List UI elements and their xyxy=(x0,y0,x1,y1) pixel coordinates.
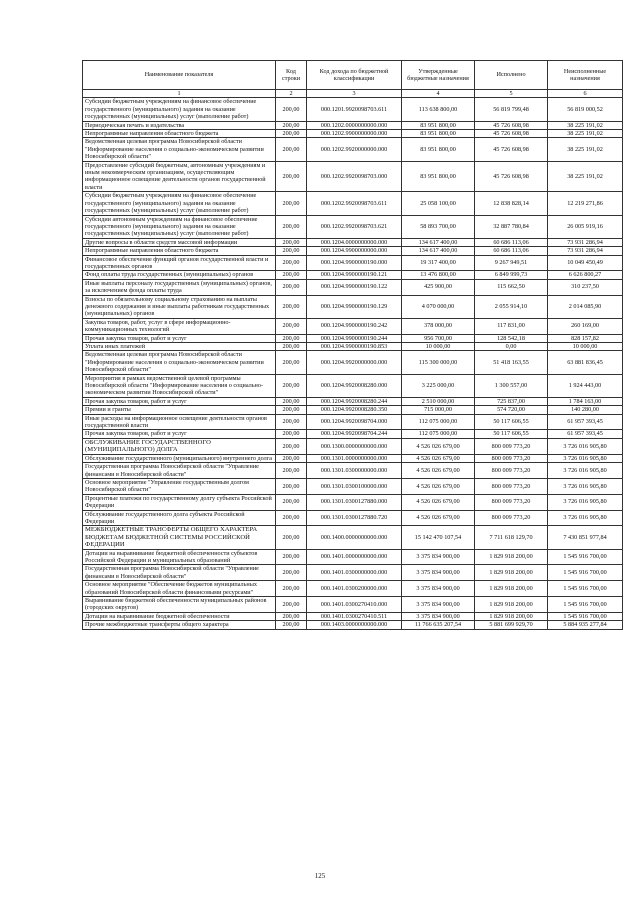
row-line-cell: 200,00 xyxy=(276,549,307,565)
row-approved-cell: 4 526 026 679,00 xyxy=(402,478,475,494)
row-executed-cell: 45 726 608,98 xyxy=(475,161,548,192)
row-remaining-cell: 3 726 016 905,80 xyxy=(548,494,623,510)
row-name-cell: ОБСЛУЖИВАНИЕ ГОСУДАРСТВЕННОГО (МУНИЦИПАЛЬНОГО) ДОЛГА xyxy=(83,438,276,454)
row-code-cell: 000.1204.9900000190.000 xyxy=(307,255,402,271)
row-name-cell: Прочая закупка товаров, работ и услуг xyxy=(83,430,276,438)
table-row xyxy=(83,612,623,620)
row-remaining-cell: 61 957 393,45 xyxy=(548,430,623,438)
row-line-cell: 200,00 xyxy=(276,414,307,430)
row-code-cell: 000.1301.0000000000.000 xyxy=(307,454,402,462)
row-line-cell: 200,00 xyxy=(276,565,307,581)
table-row xyxy=(83,406,623,414)
row-approved-cell: 25 058 100,00 xyxy=(402,192,475,215)
row-remaining-cell: 6 626 800,27 xyxy=(548,271,623,279)
table-row xyxy=(83,255,623,271)
row-line-cell: 200,00 xyxy=(276,351,307,374)
row-code-cell: 000.1300.0000000000.000 xyxy=(307,438,402,454)
table-row xyxy=(83,343,623,351)
row-executed-cell: 117 831,00 xyxy=(475,318,548,334)
row-remaining-cell: 1 545 916 700,00 xyxy=(548,549,623,565)
row-line-cell: 200,00 xyxy=(276,138,307,161)
row-code-cell: 000.1202.9920098703.621 xyxy=(307,215,402,238)
table-row xyxy=(83,430,623,438)
row-line-cell: 200,00 xyxy=(276,597,307,613)
table-row xyxy=(83,271,623,279)
row-line-cell: 200,00 xyxy=(276,98,307,121)
row-approved-cell: 715 000,00 xyxy=(402,406,475,414)
row-approved-cell: 4 526 026 679,00 xyxy=(402,438,475,454)
row-remaining-cell: 3 726 016 905,80 xyxy=(548,510,623,526)
row-approved-cell: 10 000,00 xyxy=(402,343,475,351)
row-approved-cell: 4 070 000,00 xyxy=(402,295,475,318)
row-line-cell: 200,00 xyxy=(276,334,307,342)
row-code-cell: 000.1204.0000000000.000 xyxy=(307,238,402,246)
row-approved-cell: 3 375 834 900,00 xyxy=(402,549,475,565)
row-line-cell: 200,00 xyxy=(276,430,307,438)
row-line-cell: 200,00 xyxy=(276,612,307,620)
table-row xyxy=(83,397,623,405)
row-line-cell: 200,00 xyxy=(276,397,307,405)
row-remaining-cell: 310 237,50 xyxy=(548,279,623,295)
row-name-cell: Субсидии бюджетным учреждениям на финансовое обеспечение государственного (муниципального) задания на оказание государственных (муниципальных) услуг (выполнение работ) xyxy=(83,192,276,215)
table-row xyxy=(83,438,623,454)
row-name-cell: Фонд оплаты труда государственных (муниципальных) органов xyxy=(83,271,276,279)
table-row xyxy=(83,98,623,121)
row-executed-cell: 725 837,00 xyxy=(475,397,548,405)
row-line-cell: 200,00 xyxy=(276,438,307,454)
header-approved: Утвержденные бюджетные назначения xyxy=(402,61,475,90)
row-code-cell: 000.1201.9920098703.611 xyxy=(307,98,402,121)
table-row xyxy=(83,510,623,526)
row-name-cell: Государственная программа Новосибирской области "Управление финансами в Новосибирской области" xyxy=(83,463,276,479)
table-row xyxy=(83,478,623,494)
row-executed-cell: 800 009 773,20 xyxy=(475,478,548,494)
row-remaining-cell: 7 430 851 977,84 xyxy=(548,526,623,549)
table-row xyxy=(83,374,623,397)
row-code-cell: 000.1204.9900000190.129 xyxy=(307,295,402,318)
page-number: 125 xyxy=(314,872,326,880)
row-name-cell: Основное мероприятие "Управление государственным долгом Новосибирской области" xyxy=(83,478,276,494)
table-row xyxy=(83,130,623,138)
row-remaining-cell: 56 819 000,52 xyxy=(548,98,623,121)
row-name-cell: Основное мероприятие "Обеспечение бюджетов муниципальных образований Новосибирской области финансовыми ресурсами" xyxy=(83,581,276,597)
row-executed-cell: 800 009 773,20 xyxy=(475,494,548,510)
table-row xyxy=(83,215,623,238)
table-row xyxy=(83,414,623,430)
row-approved-cell: 3 375 834 900,00 xyxy=(402,581,475,597)
table-row xyxy=(83,238,623,246)
row-approved-cell: 956 700,00 xyxy=(402,334,475,342)
row-remaining-cell: 1 545 916 700,00 xyxy=(548,581,623,597)
row-line-cell: 200,00 xyxy=(276,279,307,295)
row-name-cell: Периодическая печать и издательства xyxy=(83,121,276,129)
table-row xyxy=(83,581,623,597)
row-code-cell: 000.1202.9920098703.611 xyxy=(307,192,402,215)
table-row xyxy=(83,351,623,374)
row-name-cell: Обслуживание государственного долга субъекта Российской Федерации xyxy=(83,510,276,526)
row-remaining-cell: 38 225 191,02 xyxy=(548,138,623,161)
row-remaining-cell: 61 957 393,45 xyxy=(548,414,623,430)
table-row xyxy=(83,494,623,510)
column-number: 6 xyxy=(548,90,623,98)
row-code-cell: 000.1204.9900000190.853 xyxy=(307,343,402,351)
row-code-cell: 000.1204.9900000190.244 xyxy=(307,334,402,342)
row-line-cell: 200,00 xyxy=(276,247,307,255)
row-code-cell: 000.1202.9900000000.000 xyxy=(307,130,402,138)
row-executed-cell: 1 829 918 200,00 xyxy=(475,549,548,565)
row-remaining-cell: 828 157,82 xyxy=(548,334,623,342)
row-line-cell: 200,00 xyxy=(276,215,307,238)
report-sheet xyxy=(82,60,607,630)
row-executed-cell: 1 300 557,00 xyxy=(475,374,548,397)
row-code-cell: 000.1202.0000000000.000 xyxy=(307,121,402,129)
row-executed-cell: 7 711 618 129,70 xyxy=(475,526,548,549)
table-row xyxy=(83,247,623,255)
row-line-cell: 200,00 xyxy=(276,526,307,549)
row-remaining-cell: 140 280,00 xyxy=(548,406,623,414)
column-number: 4 xyxy=(402,90,475,98)
row-code-cell: 000.1204.9920098704.244 xyxy=(307,430,402,438)
row-name-cell: Финансовое обеспечение функций органов государственной власти и государственных органов xyxy=(83,255,276,271)
row-name-cell: Дотации на выравнивание бюджетной обеспеченности xyxy=(83,612,276,620)
row-code-cell: 000.1301.0300000000.000 xyxy=(307,463,402,479)
column-number: 2 xyxy=(276,90,307,98)
row-line-cell: 200,00 xyxy=(276,271,307,279)
row-remaining-cell: 5 884 935 277,84 xyxy=(548,621,623,629)
row-line-cell: 200,00 xyxy=(276,463,307,479)
row-executed-cell: 6 849 999,73 xyxy=(475,271,548,279)
row-line-cell: 200,00 xyxy=(276,454,307,462)
row-name-cell: Взносы по обязательному социальному страхованию на выплаты денежного содержания и иные выплаты работникам государственных (муниципальных) органов xyxy=(83,295,276,318)
row-approved-cell: 11 766 635 207,54 xyxy=(402,621,475,629)
row-executed-cell: 5 881 699 929,70 xyxy=(475,621,548,629)
row-executed-cell: 1 829 918 200,00 xyxy=(475,581,548,597)
row-name-cell: Премии и гранты xyxy=(83,406,276,414)
row-remaining-cell: 26 005 919,16 xyxy=(548,215,623,238)
row-name-cell: Иные выплаты персоналу государственных (муниципальных) органов, за исключением фонда оплаты труда xyxy=(83,279,276,295)
row-remaining-cell: 1 924 443,00 xyxy=(548,374,623,397)
table-row xyxy=(83,192,623,215)
row-name-cell: Мероприятия в рамках ведомственной целевой программы Новосибирской области "Информирование населения о социально-экономическом развитии Новосибирской области" xyxy=(83,374,276,397)
row-remaining-cell: 12 219 271,86 xyxy=(548,192,623,215)
row-approved-cell: 3 375 834 900,00 xyxy=(402,612,475,620)
row-remaining-cell: 1 545 916 700,00 xyxy=(548,612,623,620)
row-executed-cell: 128 542,18 xyxy=(475,334,548,342)
row-executed-cell: 32 887 780,84 xyxy=(475,215,548,238)
row-line-cell: 200,00 xyxy=(276,621,307,629)
table-row xyxy=(83,295,623,318)
row-approved-cell: 134 617 400,00 xyxy=(402,247,475,255)
row-approved-cell: 83 951 800,00 xyxy=(402,138,475,161)
header-indicator-name: Наименование показателя xyxy=(83,61,276,90)
row-line-cell: 200,00 xyxy=(276,343,307,351)
row-name-cell: Уплата иных платежей xyxy=(83,343,276,351)
row-executed-cell: 0,00 xyxy=(475,343,548,351)
row-code-cell: 000.1204.9920098704.000 xyxy=(307,414,402,430)
row-name-cell: Непрограммные направления областного бюджета xyxy=(83,130,276,138)
row-code-cell: 000.1204.9920008280.350 xyxy=(307,406,402,414)
row-approved-cell: 3 225 000,00 xyxy=(402,374,475,397)
table-header-row xyxy=(83,61,623,90)
row-line-cell: 200,00 xyxy=(276,510,307,526)
row-remaining-cell: 10 000,00 xyxy=(548,343,623,351)
row-approved-cell: 425 900,00 xyxy=(402,279,475,295)
table-row xyxy=(83,621,623,629)
table-body xyxy=(83,98,623,629)
row-name-cell: Непрограммные направления областного бюджета xyxy=(83,247,276,255)
row-line-cell: 200,00 xyxy=(276,295,307,318)
row-remaining-cell: 73 931 286,94 xyxy=(548,238,623,246)
row-remaining-cell: 3 726 016 905,80 xyxy=(548,478,623,494)
table-row xyxy=(83,138,623,161)
column-number: 1 xyxy=(83,90,276,98)
row-remaining-cell: 1 545 916 700,00 xyxy=(548,565,623,581)
row-line-cell: 200,00 xyxy=(276,192,307,215)
row-executed-cell: 115 662,50 xyxy=(475,279,548,295)
row-approved-cell: 3 375 834 900,00 xyxy=(402,597,475,613)
row-code-cell: 000.1401.0300200000.000 xyxy=(307,581,402,597)
header-remaining: Неисполненные назначения xyxy=(548,61,623,90)
row-executed-cell: 50 117 606,55 xyxy=(475,414,548,430)
row-name-cell: Субсидии автономным учреждениям на финансовое обеспечение государственного (муниципального) задания на оказание государственных (муниципальных) услуг (выполнение работ) xyxy=(83,215,276,238)
row-executed-cell: 800 009 773,20 xyxy=(475,438,548,454)
row-remaining-cell: 3 726 016 905,80 xyxy=(548,463,623,479)
row-approved-cell: 4 526 026 679,00 xyxy=(402,454,475,462)
row-approved-cell: 134 617 400,00 xyxy=(402,238,475,246)
row-name-cell: Закупка товаров, работ, услуг в сфере информационно-коммуникационных технологий xyxy=(83,318,276,334)
row-code-cell: 000.1301.0300127880.720 xyxy=(307,510,402,526)
row-remaining-cell: 38 225 191,02 xyxy=(548,121,623,129)
row-remaining-cell: 38 225 191,02 xyxy=(548,161,623,192)
row-executed-cell: 800 009 773,20 xyxy=(475,454,548,462)
column-number: 5 xyxy=(475,90,548,98)
row-approved-cell: 2 510 000,00 xyxy=(402,397,475,405)
row-line-cell: 200,00 xyxy=(276,374,307,397)
row-code-cell: 000.1401.0300000000.000 xyxy=(307,565,402,581)
row-executed-cell: 12 838 828,14 xyxy=(475,192,548,215)
row-name-cell: Прочие межбюджетные трансферты общего характера xyxy=(83,621,276,629)
row-code-cell: 000.1401.0000000000.000 xyxy=(307,549,402,565)
table-row xyxy=(83,549,623,565)
row-name-cell: Процентные платежи по государственному долгу субъекта Российской Федерации xyxy=(83,494,276,510)
row-remaining-cell: 2 014 085,90 xyxy=(548,295,623,318)
row-executed-cell: 45 726 608,98 xyxy=(475,121,548,129)
row-executed-cell: 1 829 918 200,00 xyxy=(475,612,548,620)
row-line-cell: 200,00 xyxy=(276,130,307,138)
header-income-code: Код дохода по бюджетной классификации xyxy=(307,61,402,90)
row-name-cell: Субсидии бюджетным учреждениям на финансовое обеспечение государственного (муниципального) задания на оказание государственных (муниципальных) услуг (выполнение работ) xyxy=(83,98,276,121)
row-code-cell: 000.1401.0300270410.511 xyxy=(307,612,402,620)
row-line-cell: 200,00 xyxy=(276,161,307,192)
row-name-cell: Обслуживание государственного (муниципального) внутреннего долга xyxy=(83,454,276,462)
row-approved-cell: 115 300 000,00 xyxy=(402,351,475,374)
row-remaining-cell: 260 169,00 xyxy=(548,318,623,334)
table-row xyxy=(83,526,623,549)
row-name-cell: Предоставление субсидий бюджетным, автономным учреждениям и иным некоммерческим организациям, осуществляющим информационное освещение деятельности органов государственной власти xyxy=(83,161,276,192)
row-approved-cell: 3 375 834 900,00 xyxy=(402,565,475,581)
row-code-cell: 000.1204.9900000190.122 xyxy=(307,279,402,295)
row-executed-cell: 60 686 113,06 xyxy=(475,238,548,246)
row-remaining-cell: 3 726 016 905,80 xyxy=(548,454,623,462)
row-executed-cell: 574 720,00 xyxy=(475,406,548,414)
row-executed-cell: 800 009 773,20 xyxy=(475,463,548,479)
row-line-cell: 200,00 xyxy=(276,406,307,414)
row-remaining-cell: 38 225 191,02 xyxy=(548,130,623,138)
row-code-cell: 000.1204.9920008280.244 xyxy=(307,397,402,405)
row-line-cell: 200,00 xyxy=(276,121,307,129)
row-approved-cell: 113 638 800,00 xyxy=(402,98,475,121)
table-row xyxy=(83,279,623,295)
table-row xyxy=(83,597,623,613)
row-code-cell: 000.1202.9920098703.000 xyxy=(307,161,402,192)
row-approved-cell: 112 075 000,00 xyxy=(402,430,475,438)
row-name-cell: Дотации на выравнивание бюджетной обеспеченности субъектов Российской Федерации и муниципальных образований xyxy=(83,549,276,565)
budget-execution-table xyxy=(82,60,623,630)
row-name-cell: Выравнивание бюджетной обеспеченности муниципальных районов (городских округов) xyxy=(83,597,276,613)
row-executed-cell: 2 055 914,10 xyxy=(475,295,548,318)
row-approved-cell: 83 951 800,00 xyxy=(402,161,475,192)
row-code-cell: 000.1401.0300270410.000 xyxy=(307,597,402,613)
row-name-cell: Другие вопросы в области средств массовой информации xyxy=(83,238,276,246)
row-approved-cell: 378 000,00 xyxy=(402,318,475,334)
row-code-cell: 000.1301.0300127880.000 xyxy=(307,494,402,510)
row-line-cell: 200,00 xyxy=(276,581,307,597)
row-executed-cell: 51 418 163,55 xyxy=(475,351,548,374)
row-executed-cell: 45 726 608,98 xyxy=(475,130,548,138)
row-code-cell: 000.1403.0000000000.000 xyxy=(307,621,402,629)
row-approved-cell: 83 951 800,00 xyxy=(402,121,475,129)
row-code-cell: 000.1204.9900000000.000 xyxy=(307,247,402,255)
row-name-cell: МЕЖБЮДЖЕТНЫЕ ТРАНСФЕРТЫ ОБЩЕГО ХАРАКТЕРА БЮДЖЕТАМ БЮДЖЕТНОЙ СИСТЕМЫ РОССИЙСКОЙ ФЕДЕРАЦИИ xyxy=(83,526,276,549)
column-number: 3 xyxy=(307,90,402,98)
row-executed-cell: 60 686 113,06 xyxy=(475,247,548,255)
row-name-cell: Прочая закупка товаров, работ и услуг xyxy=(83,334,276,342)
row-executed-cell: 56 819 799,48 xyxy=(475,98,548,121)
row-approved-cell: 13 476 800,00 xyxy=(402,271,475,279)
row-line-cell: 200,00 xyxy=(276,478,307,494)
table-row xyxy=(83,565,623,581)
table-row xyxy=(83,161,623,192)
row-code-cell: 000.1204.9900000190.121 xyxy=(307,271,402,279)
row-executed-cell: 1 829 918 200,00 xyxy=(475,597,548,613)
table-row xyxy=(83,463,623,479)
table-row xyxy=(83,121,623,129)
table-row xyxy=(83,334,623,342)
row-name-cell: Прочая закупка товаров, работ и услуг xyxy=(83,397,276,405)
row-remaining-cell: 10 049 450,49 xyxy=(548,255,623,271)
row-name-cell: Иные расходы на информационное освещение деятельности органов государственной власти xyxy=(83,414,276,430)
row-code-cell: 000.1204.9920000000.000 xyxy=(307,351,402,374)
row-line-cell: 200,00 xyxy=(276,238,307,246)
row-approved-cell: 58 893 700,00 xyxy=(402,215,475,238)
row-approved-cell: 83 951 800,00 xyxy=(402,130,475,138)
row-remaining-cell: 1 545 916 700,00 xyxy=(548,597,623,613)
table-row xyxy=(83,454,623,462)
row-name-cell: Государственная программа Новосибирской области "Управление финансами в Новосибирской области" xyxy=(83,565,276,581)
row-remaining-cell: 73 931 286,94 xyxy=(548,247,623,255)
row-approved-cell: 4 526 026 679,00 xyxy=(402,463,475,479)
row-approved-cell: 15 142 470 107,54 xyxy=(402,526,475,549)
row-name-cell: Ведомственная целевая программа Новосибирской области "Информирование населения о социально-экономическом развитии Новосибирской области" xyxy=(83,138,276,161)
row-code-cell: 000.1204.9900000190.242 xyxy=(307,318,402,334)
row-remaining-cell: 3 726 016 905,80 xyxy=(548,438,623,454)
header-executed: Исполнено xyxy=(475,61,548,90)
row-executed-cell: 45 726 608,98 xyxy=(475,138,548,161)
row-remaining-cell: 1 784 163,00 xyxy=(548,397,623,405)
row-remaining-cell: 63 881 836,45 xyxy=(548,351,623,374)
row-code-cell: 000.1400.0000000000.000 xyxy=(307,526,402,549)
row-approved-cell: 19 317 400,00 xyxy=(402,255,475,271)
column-number-row xyxy=(83,90,623,98)
row-approved-cell: 4 526 026 679,00 xyxy=(402,510,475,526)
table-row xyxy=(83,318,623,334)
row-executed-cell: 50 117 606,55 xyxy=(475,430,548,438)
row-approved-cell: 4 526 026 679,00 xyxy=(402,494,475,510)
row-approved-cell: 112 075 000,00 xyxy=(402,414,475,430)
row-code-cell: 000.1204.9920008280.000 xyxy=(307,374,402,397)
row-line-cell: 200,00 xyxy=(276,494,307,510)
row-executed-cell: 800 009 773,20 xyxy=(475,510,548,526)
row-line-cell: 200,00 xyxy=(276,255,307,271)
row-code-cell: 000.1301.0300100000.000 xyxy=(307,478,402,494)
header-line-code: Код строки xyxy=(276,61,307,90)
row-executed-cell: 9 267 949,51 xyxy=(475,255,548,271)
row-line-cell: 200,00 xyxy=(276,318,307,334)
row-code-cell: 000.1202.9920000000.000 xyxy=(307,138,402,161)
row-name-cell: Ведомственная целевая программа Новосибирской области "Информирование населения о социально-экономическом развитии Новосибирской области" xyxy=(83,351,276,374)
row-executed-cell: 1 829 918 200,00 xyxy=(475,565,548,581)
